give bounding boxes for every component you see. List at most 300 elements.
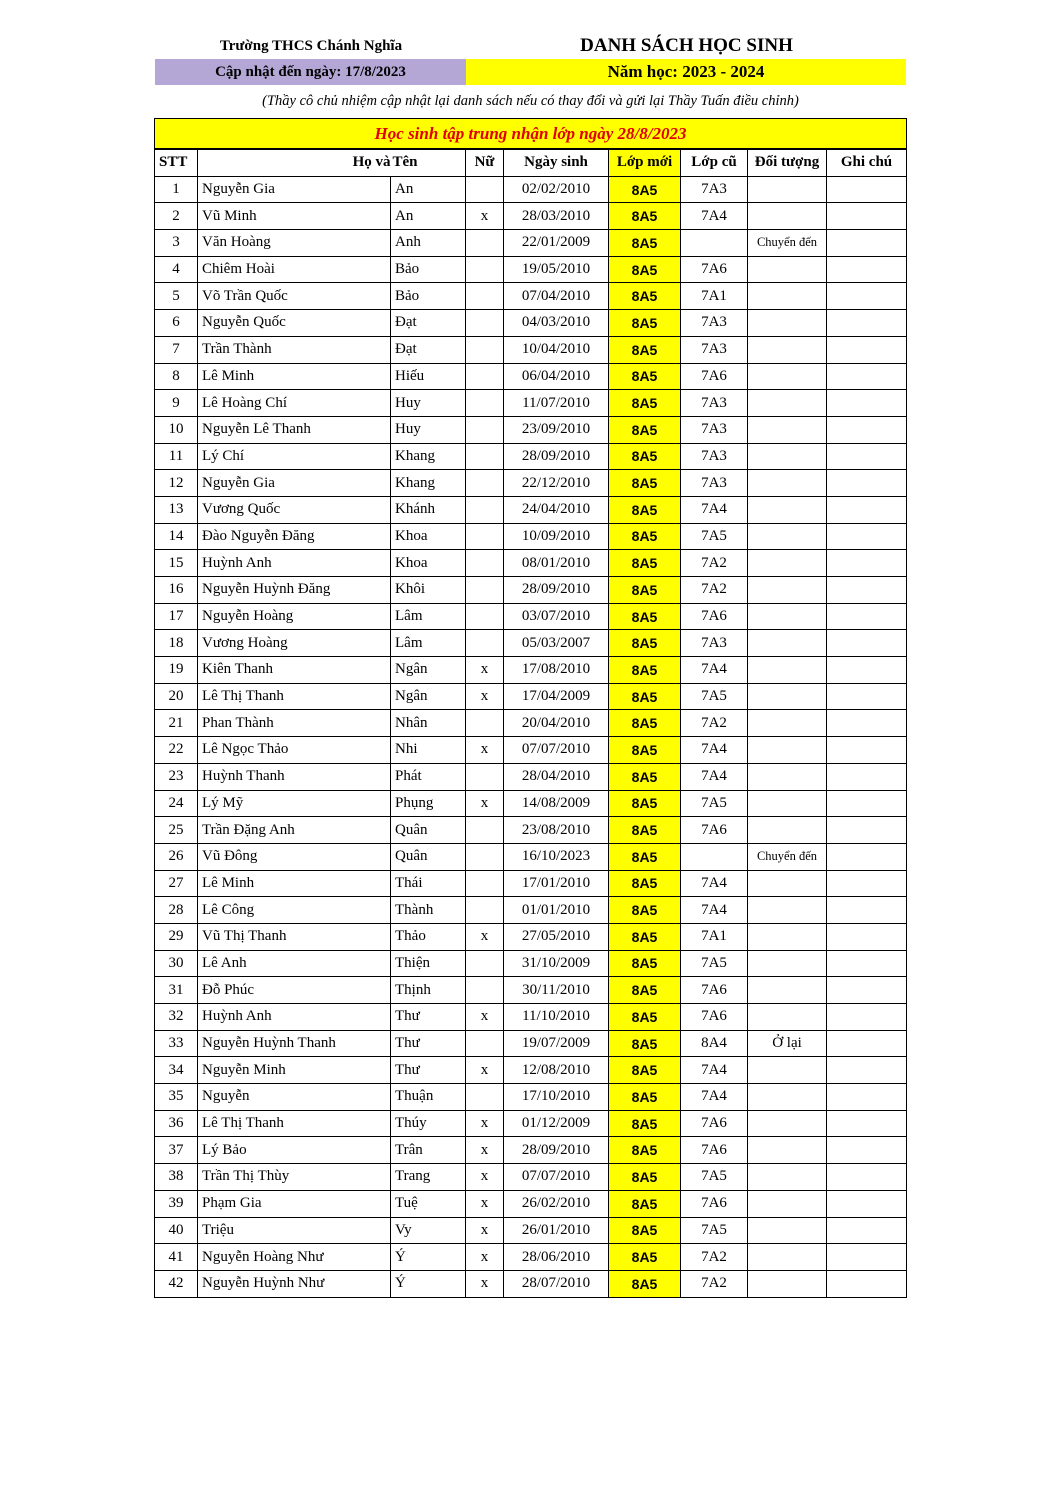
cell-ho: Lý Bảo xyxy=(198,1137,391,1164)
cell-doi-tuong xyxy=(748,1164,827,1191)
cell-stt: 36 xyxy=(155,1110,198,1137)
table-row xyxy=(155,657,907,684)
cell-ten: Huy xyxy=(391,390,466,417)
cell-lop-cu: 7A6 xyxy=(681,603,748,630)
cell-nu xyxy=(466,897,504,924)
table-row xyxy=(155,710,907,737)
cell-lop-moi: 8A5 xyxy=(609,683,681,710)
cell-lop-cu: 7A5 xyxy=(681,683,748,710)
cell-doi-tuong xyxy=(748,977,827,1004)
cell-stt: 3 xyxy=(155,230,198,257)
cell-stt: 9 xyxy=(155,390,198,417)
cell-ten: Đạt xyxy=(391,310,466,337)
cell-doi-tuong xyxy=(748,683,827,710)
cell-ghi-chu xyxy=(827,790,907,817)
cell-nu: x xyxy=(466,1270,504,1297)
cell-nu xyxy=(466,443,504,470)
cell-ghi-chu xyxy=(827,817,907,844)
cell-doi-tuong: Ở lại xyxy=(748,1030,827,1057)
cell-doi-tuong xyxy=(748,1110,827,1137)
cell-ten: Khang xyxy=(391,470,466,497)
cell-doi-tuong xyxy=(748,256,827,283)
cell-stt: 4 xyxy=(155,256,198,283)
cell-doi-tuong xyxy=(748,1084,827,1111)
cell-lop-moi: 8A5 xyxy=(609,790,681,817)
cell-lop-moi: 8A5 xyxy=(609,1057,681,1084)
cell-lop-cu: 7A3 xyxy=(681,310,748,337)
cell-ghi-chu xyxy=(827,710,907,737)
cell-doi-tuong: Chuyển đến xyxy=(748,843,827,870)
cell-lop-cu: 7A6 xyxy=(681,1004,748,1031)
cell-ghi-chu xyxy=(827,336,907,363)
cell-doi-tuong xyxy=(748,1270,827,1297)
cell-doi-tuong: Chuyển đến xyxy=(748,230,827,257)
cell-stt: 33 xyxy=(155,1030,198,1057)
cell-ngay-sinh: 12/08/2010 xyxy=(504,1057,609,1084)
cell-doi-tuong xyxy=(748,763,827,790)
table-body xyxy=(155,176,907,1297)
cell-ghi-chu xyxy=(827,763,907,790)
cell-lop-cu: 7A4 xyxy=(681,657,748,684)
cell-ten: Thuận xyxy=(391,1084,466,1111)
cell-stt: 11 xyxy=(155,443,198,470)
cell-ghi-chu xyxy=(827,1270,907,1297)
cell-lop-moi: 8A5 xyxy=(609,523,681,550)
cell-doi-tuong xyxy=(748,870,827,897)
cell-ten: Đạt xyxy=(391,336,466,363)
cell-ho: Lê Minh xyxy=(198,363,391,390)
cell-lop-cu: 7A5 xyxy=(681,1217,748,1244)
cell-ten: Huy xyxy=(391,416,466,443)
cell-ho: Huỳnh Anh xyxy=(198,1004,391,1031)
cell-lop-moi: 8A5 xyxy=(609,1190,681,1217)
table-row xyxy=(155,1164,907,1191)
cell-nu xyxy=(466,950,504,977)
cell-stt: 28 xyxy=(155,897,198,924)
cell-doi-tuong xyxy=(748,657,827,684)
cell-nu: x xyxy=(466,1057,504,1084)
cell-ghi-chu xyxy=(827,1004,907,1031)
table-row xyxy=(155,1004,907,1031)
table-row xyxy=(155,1190,907,1217)
table-row xyxy=(155,443,907,470)
cell-lop-moi: 8A5 xyxy=(609,283,681,310)
cell-ho: Huỳnh Thanh xyxy=(198,763,391,790)
cell-nu xyxy=(466,1084,504,1111)
cell-nu: x xyxy=(466,1110,504,1137)
table-row xyxy=(155,630,907,657)
cell-ghi-chu xyxy=(827,1137,907,1164)
cell-doi-tuong xyxy=(748,817,827,844)
cell-ten: Nhi xyxy=(391,737,466,764)
cell-nu xyxy=(466,977,504,1004)
table-row xyxy=(155,1030,907,1057)
cell-nu: x xyxy=(466,1137,504,1164)
cell-nu: x xyxy=(466,923,504,950)
cell-nu xyxy=(466,843,504,870)
cell-ho: Nguyễn Minh xyxy=(198,1057,391,1084)
cell-stt: 34 xyxy=(155,1057,198,1084)
cell-ngay-sinh: 02/02/2010 xyxy=(504,176,609,203)
cell-lop-cu: 7A3 xyxy=(681,390,748,417)
school-year: Năm học: 2023 - 2024 xyxy=(466,59,906,85)
cell-ngay-sinh: 24/04/2010 xyxy=(504,496,609,523)
cell-ten: Thái xyxy=(391,870,466,897)
updated-date: Cập nhật đến ngày: 17/8/2023 xyxy=(155,59,466,85)
cell-ho: Lê Ngọc Thảo xyxy=(198,737,391,764)
cell-stt: 14 xyxy=(155,523,198,550)
cell-lop-moi: 8A5 xyxy=(609,443,681,470)
cell-lop-cu: 7A2 xyxy=(681,1244,748,1271)
cell-doi-tuong xyxy=(748,1057,827,1084)
cell-doi-tuong xyxy=(748,523,827,550)
cell-ghi-chu xyxy=(827,657,907,684)
cell-stt: 15 xyxy=(155,550,198,577)
cell-ghi-chu xyxy=(827,310,907,337)
col-doi-tuong: Đối tượng xyxy=(748,149,827,176)
cell-ghi-chu xyxy=(827,283,907,310)
table-row xyxy=(155,203,907,230)
cell-lop-cu: 7A4 xyxy=(681,1057,748,1084)
cell-ghi-chu xyxy=(827,923,907,950)
cell-ten: Khang xyxy=(391,443,466,470)
cell-ho: Lê Minh xyxy=(198,870,391,897)
cell-lop-cu: 7A6 xyxy=(681,1110,748,1137)
cell-lop-moi: 8A5 xyxy=(609,1244,681,1271)
cell-stt: 40 xyxy=(155,1217,198,1244)
cell-nu xyxy=(466,283,504,310)
cell-ho: Vũ Thị Thanh xyxy=(198,923,391,950)
cell-lop-moi: 8A5 xyxy=(609,870,681,897)
cell-nu xyxy=(466,390,504,417)
cell-lop-cu: 7A2 xyxy=(681,577,748,604)
cell-ho: Nguyễn Quốc xyxy=(198,310,391,337)
cell-stt: 31 xyxy=(155,977,198,1004)
cell-doi-tuong xyxy=(748,1217,827,1244)
assembly-banner: Học sinh tập trung nhận lớp ngày 28/8/2023 xyxy=(155,119,907,150)
cell-ho: Nguyễn Gia xyxy=(198,176,391,203)
cell-stt: 17 xyxy=(155,603,198,630)
cell-ho: Vũ Đông xyxy=(198,843,391,870)
cell-lop-moi: 8A5 xyxy=(609,1084,681,1111)
cell-ngay-sinh: 16/10/2023 xyxy=(504,843,609,870)
cell-stt: 1 xyxy=(155,176,198,203)
table-row xyxy=(155,1244,907,1271)
cell-ho: Lê Anh xyxy=(198,950,391,977)
cell-doi-tuong xyxy=(748,176,827,203)
cell-stt: 27 xyxy=(155,870,198,897)
cell-ngay-sinh: 31/10/2009 xyxy=(504,950,609,977)
table-row xyxy=(155,1217,907,1244)
cell-ngay-sinh: 30/11/2010 xyxy=(504,977,609,1004)
cell-lop-moi: 8A5 xyxy=(609,203,681,230)
cell-doi-tuong xyxy=(748,1137,827,1164)
cell-ngay-sinh: 19/05/2010 xyxy=(504,256,609,283)
cell-nu xyxy=(466,523,504,550)
cell-ghi-chu xyxy=(827,630,907,657)
cell-ghi-chu xyxy=(827,870,907,897)
table-row xyxy=(155,897,907,924)
cell-doi-tuong xyxy=(748,737,827,764)
cell-ngay-sinh: 10/09/2010 xyxy=(504,523,609,550)
cell-ten: Thành xyxy=(391,897,466,924)
cell-stt: 22 xyxy=(155,737,198,764)
cell-ngay-sinh: 08/01/2010 xyxy=(504,550,609,577)
cell-ten: Thịnh xyxy=(391,977,466,1004)
col-ten: Tên xyxy=(391,149,466,176)
cell-doi-tuong xyxy=(748,283,827,310)
cell-stt: 18 xyxy=(155,630,198,657)
school-name: Trường THCS Chánh Nghĩa xyxy=(219,38,403,54)
cell-doi-tuong xyxy=(748,363,827,390)
cell-nu xyxy=(466,310,504,337)
cell-ho: Nguyễn Hoàng Như xyxy=(198,1244,391,1271)
table-row xyxy=(155,577,907,604)
cell-ngay-sinh: 28/03/2010 xyxy=(504,203,609,230)
cell-ngay-sinh: 28/09/2010 xyxy=(504,443,609,470)
header-row-1 xyxy=(155,34,906,58)
cell-doi-tuong xyxy=(748,1244,827,1271)
cell-lop-cu: 7A4 xyxy=(681,870,748,897)
table-row xyxy=(155,363,907,390)
cell-ten: Tuệ xyxy=(391,1190,466,1217)
cell-ho: Lê Thị Thanh xyxy=(198,683,391,710)
cell-nu xyxy=(466,630,504,657)
table-row xyxy=(155,310,907,337)
cell-nu: x xyxy=(466,1244,504,1271)
cell-nu: x xyxy=(466,1164,504,1191)
cell-doi-tuong xyxy=(748,897,827,924)
cell-ten: Trang xyxy=(391,1164,466,1191)
cell-ho: Phan Thành xyxy=(198,710,391,737)
table-row xyxy=(155,1270,907,1297)
table-row xyxy=(155,550,907,577)
cell-ten: Khánh xyxy=(391,496,466,523)
cell-ho: Lý Chí xyxy=(198,443,391,470)
cell-ten: Phát xyxy=(391,763,466,790)
cell-ho: Đỗ Phúc xyxy=(198,977,391,1004)
cell-ngay-sinh: 07/04/2010 xyxy=(504,283,609,310)
cell-ngay-sinh: 17/10/2010 xyxy=(504,1084,609,1111)
cell-lop-moi: 8A5 xyxy=(609,603,681,630)
cell-ten: Quân xyxy=(391,817,466,844)
cell-ghi-chu xyxy=(827,1110,907,1137)
cell-lop-moi: 8A5 xyxy=(609,1030,681,1057)
cell-ten: An xyxy=(391,176,466,203)
cell-lop-moi: 8A5 xyxy=(609,1137,681,1164)
cell-ngay-sinh: 11/10/2010 xyxy=(504,1004,609,1031)
col-ho: Họ và xyxy=(198,149,391,176)
cell-stt: 5 xyxy=(155,283,198,310)
cell-ghi-chu xyxy=(827,1217,907,1244)
cell-doi-tuong xyxy=(748,443,827,470)
cell-lop-cu: 7A6 xyxy=(681,817,748,844)
table-row xyxy=(155,950,907,977)
table-row xyxy=(155,336,907,363)
cell-nu xyxy=(466,870,504,897)
cell-ghi-chu xyxy=(827,1190,907,1217)
cell-ngay-sinh: 28/09/2010 xyxy=(504,577,609,604)
table-row xyxy=(155,256,907,283)
cell-ten: An xyxy=(391,203,466,230)
cell-stt: 38 xyxy=(155,1164,198,1191)
cell-lop-cu: 7A3 xyxy=(681,416,748,443)
cell-ten: Quân xyxy=(391,843,466,870)
cell-ho: Nguyễn Huỳnh Thanh xyxy=(198,1030,391,1057)
cell-lop-moi: 8A5 xyxy=(609,1270,681,1297)
column-header-row xyxy=(155,149,907,176)
cell-lop-cu: 7A1 xyxy=(681,283,748,310)
cell-ngay-sinh: 22/01/2009 xyxy=(504,230,609,257)
cell-ghi-chu xyxy=(827,416,907,443)
table-row xyxy=(155,977,907,1004)
table-row xyxy=(155,737,907,764)
cell-lop-moi: 8A5 xyxy=(609,843,681,870)
cell-ngay-sinh: 17/01/2010 xyxy=(504,870,609,897)
cell-ten: Thiện xyxy=(391,950,466,977)
cell-lop-moi: 8A5 xyxy=(609,176,681,203)
table-row xyxy=(155,230,907,257)
cell-nu xyxy=(466,336,504,363)
cell-nu xyxy=(466,470,504,497)
cell-ten: Ngân xyxy=(391,657,466,684)
cell-ngay-sinh: 11/07/2010 xyxy=(504,390,609,417)
cell-ghi-chu xyxy=(827,1057,907,1084)
cell-doi-tuong xyxy=(748,470,827,497)
cell-ho: Trần Đặng Anh xyxy=(198,817,391,844)
cell-stt: 32 xyxy=(155,1004,198,1031)
cell-stt: 21 xyxy=(155,710,198,737)
header-row-2 xyxy=(155,59,906,85)
cell-lop-moi: 8A5 xyxy=(609,310,681,337)
cell-ten: Thư xyxy=(391,1057,466,1084)
cell-ho: Nguyễn Gia xyxy=(198,470,391,497)
cell-lop-moi: 8A5 xyxy=(609,977,681,1004)
cell-lop-cu: 7A3 xyxy=(681,336,748,363)
cell-ghi-chu xyxy=(827,1030,907,1057)
cell-ghi-chu xyxy=(827,230,907,257)
cell-ngay-sinh: 05/03/2007 xyxy=(504,630,609,657)
cell-ngay-sinh: 04/03/2010 xyxy=(504,310,609,337)
cell-ho: Nguyễn Lê Thanh xyxy=(198,416,391,443)
cell-ho: Nguyễn xyxy=(198,1084,391,1111)
table-row xyxy=(155,496,907,523)
cell-lop-cu: 7A4 xyxy=(681,897,748,924)
cell-ho: Đào Nguyễn Đăng xyxy=(198,523,391,550)
table-row xyxy=(155,416,907,443)
cell-ngay-sinh: 27/05/2010 xyxy=(504,923,609,950)
cell-ho: Lê Thị Thanh xyxy=(198,1110,391,1137)
cell-lop-moi: 8A5 xyxy=(609,1164,681,1191)
cell-lop-cu: 7A5 xyxy=(681,523,748,550)
cell-ngay-sinh: 10/04/2010 xyxy=(504,336,609,363)
cell-nu: x xyxy=(466,1217,504,1244)
cell-stt: 24 xyxy=(155,790,198,817)
table-row xyxy=(155,283,907,310)
cell-nu xyxy=(466,230,504,257)
cell-ho: Lý Mỹ xyxy=(198,790,391,817)
cell-ghi-chu xyxy=(827,390,907,417)
cell-doi-tuong xyxy=(748,630,827,657)
table-row xyxy=(155,763,907,790)
cell-lop-cu: 7A3 xyxy=(681,470,748,497)
cell-ghi-chu xyxy=(827,550,907,577)
student-table xyxy=(154,118,907,1298)
cell-lop-cu: 7A6 xyxy=(681,256,748,283)
cell-ghi-chu xyxy=(827,496,907,523)
cell-nu xyxy=(466,817,504,844)
cell-ten: Anh xyxy=(391,230,466,257)
banner-row xyxy=(155,119,907,150)
cell-stt: 23 xyxy=(155,763,198,790)
cell-ghi-chu xyxy=(827,1084,907,1111)
col-lop-cu: Lớp cũ xyxy=(681,149,748,176)
cell-ho: Trần Thị Thùy xyxy=(198,1164,391,1191)
cell-ghi-chu xyxy=(827,1244,907,1271)
table-row xyxy=(155,1110,907,1137)
cell-lop-cu: 7A6 xyxy=(681,977,748,1004)
cell-ten: Khoa xyxy=(391,523,466,550)
cell-ten: Vy xyxy=(391,1217,466,1244)
cell-nu: x xyxy=(466,737,504,764)
cell-ten: Hiếu xyxy=(391,363,466,390)
cell-doi-tuong xyxy=(748,203,827,230)
cell-lop-moi: 8A5 xyxy=(609,416,681,443)
table-row xyxy=(155,176,907,203)
cell-nu: x xyxy=(466,657,504,684)
cell-ten: Thư xyxy=(391,1030,466,1057)
table-row xyxy=(155,870,907,897)
cell-lop-moi: 8A5 xyxy=(609,923,681,950)
cell-ten: Bảo xyxy=(391,283,466,310)
cell-ho: Trần Thành xyxy=(198,336,391,363)
cell-lop-moi: 8A5 xyxy=(609,897,681,924)
cell-stt: 30 xyxy=(155,950,198,977)
col-ngay-sinh: Ngày sinh xyxy=(504,149,609,176)
cell-nu xyxy=(466,416,504,443)
table-row xyxy=(155,1057,907,1084)
cell-ten: Thảo xyxy=(391,923,466,950)
cell-ngay-sinh: 07/07/2010 xyxy=(504,1164,609,1191)
cell-lop-cu: 7A5 xyxy=(681,1164,748,1191)
cell-ngay-sinh: 26/02/2010 xyxy=(504,1190,609,1217)
cell-doi-tuong xyxy=(748,336,827,363)
cell-ghi-chu xyxy=(827,523,907,550)
cell-ngay-sinh: 14/08/2009 xyxy=(504,790,609,817)
cell-lop-moi: 8A5 xyxy=(609,496,681,523)
table-row xyxy=(155,683,907,710)
cell-nu xyxy=(466,496,504,523)
cell-lop-moi: 8A5 xyxy=(609,577,681,604)
cell-nu: x xyxy=(466,203,504,230)
cell-ho: Võ Trần Quốc xyxy=(198,283,391,310)
instruction-note: (Thầy cô chủ nhiệm cập nhật lại danh sách nếu có thay đổi và gửi lại Thầy Tuấn điều chỉnh) xyxy=(262,93,799,109)
cell-ghi-chu xyxy=(827,203,907,230)
table-row xyxy=(155,1137,907,1164)
cell-lop-moi: 8A5 xyxy=(609,550,681,577)
cell-nu xyxy=(466,577,504,604)
cell-lop-cu: 7A3 xyxy=(681,176,748,203)
cell-ghi-chu xyxy=(827,176,907,203)
col-stt: STT xyxy=(155,149,198,176)
cell-nu: x xyxy=(466,1004,504,1031)
cell-doi-tuong xyxy=(748,390,827,417)
cell-ho: Phạm Gia xyxy=(198,1190,391,1217)
cell-lop-cu: 7A2 xyxy=(681,1270,748,1297)
cell-ngay-sinh: 17/04/2009 xyxy=(504,683,609,710)
cell-nu: x xyxy=(466,790,504,817)
cell-lop-moi: 8A5 xyxy=(609,256,681,283)
